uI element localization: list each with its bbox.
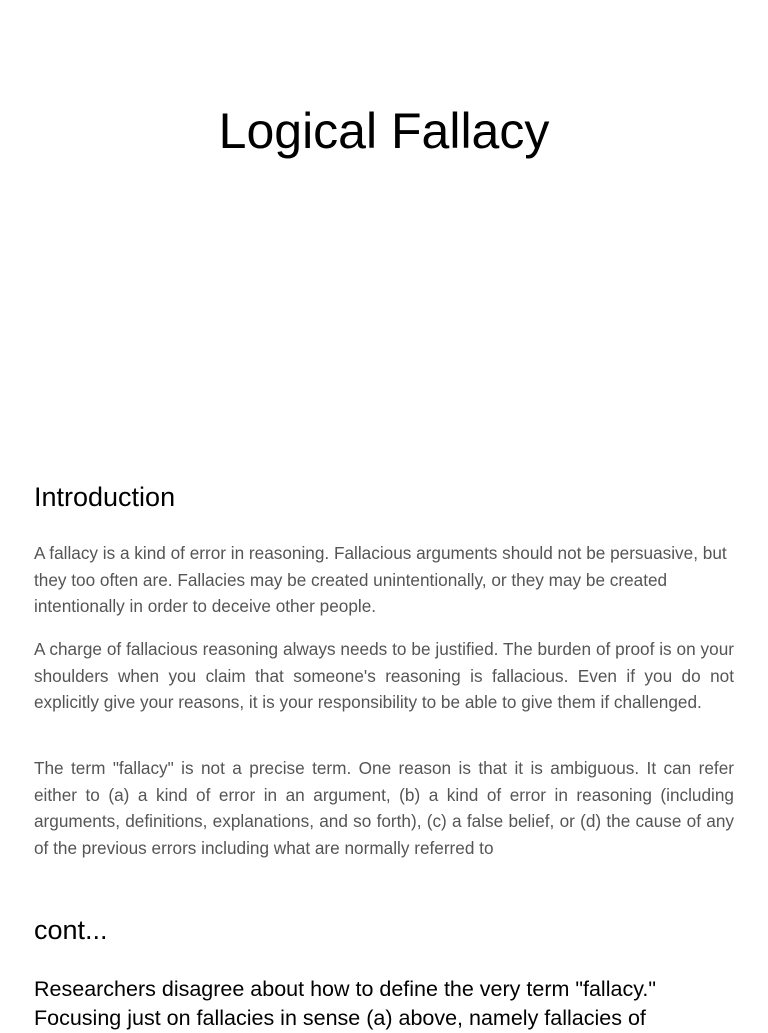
intro-paragraph-3: The term "fallacy" is not a precise term. One reason is that it is ambiguous. It can refer either to (a) a kind of error in an argument, (b) a kind of error in reasoning (including arguments, definitions, explanations, and so forth), (c) a false belief, or (d) the cause of any of the previous errors including what are normally referred to [34,758,734,858]
page-title: Logical Fallacy [218,103,550,159]
cont-paragraph: Researchers disagree about how to define the very term "fallacy." Focusing just on fallacies in sense (a) above, namely fallacies of [34,977,656,1030]
intro-paragraph-1: A fallacy is a kind of error in reasoning. Fallacious arguments should not be persuasive, but they too often are. Fallacies may be created unintentionally, or they may be created intentionally in order to deceive other people. [34,543,727,616]
introduction-heading: Introduction [34,482,176,512]
cont-heading: cont... [34,915,108,945]
intro-paragraph-2: A charge of fallacious reasoning always needs to be justified. The burden of proof is on your shoulders when you claim that someone's reasoning is fallacious. Even if you do not explicitly give your reasons, it is your responsibility to be able to give them if challenged. [34,639,734,712]
